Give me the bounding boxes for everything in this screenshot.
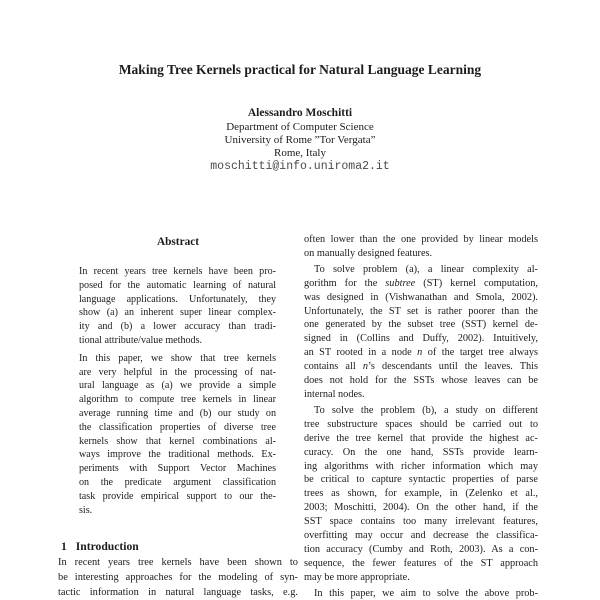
text-line: kernels show that kernel combinations al-	[79, 435, 276, 447]
paragraph	[304, 587, 538, 600]
paper-title: Making Tree Kernels practical for Natural Language Learning	[118, 62, 482, 77]
text-line: on the predicate argument classification	[79, 476, 276, 488]
text-line: show (a) an inherent super linear complex-	[79, 307, 276, 319]
text-line: trees as shown, for example, in (Zelenko et al.,	[304, 488, 538, 500]
text-line: gorithm for the subtree (ST) kernel computation,	[304, 277, 538, 289]
abstract-heading: Abstract	[156, 236, 200, 248]
section-title: Introduction	[75, 540, 139, 553]
section-heading-introduction	[61, 540, 139, 553]
text-line: on manually designed features.	[304, 247, 433, 259]
right-column	[304, 233, 538, 600]
text-line: derive the tree kernel that provide the highest ac-	[304, 432, 538, 444]
text-line: In recent years tree kernels have been pro-	[79, 266, 276, 277]
paragraph	[79, 265, 276, 348]
text-line: To solve the problem (b), a study on different	[314, 404, 538, 416]
text-line: Rome, Italy	[274, 146, 326, 159]
text-line: posed for the automatic learning of natural	[79, 279, 276, 291]
text-line: does not hold for the SSTs whose leaves can be	[304, 375, 538, 387]
text-line: algorithm to compute tree kernels in linear	[79, 394, 276, 406]
text-line: In this paper, we show that tree kernels	[79, 352, 276, 364]
text-line: sis.	[79, 504, 93, 516]
text-line: internal nodes.	[304, 388, 365, 400]
text-line: signed in (Collins and Duffy, 2002). Intuitively,	[304, 333, 538, 345]
text-line: In recent years tree kernels have been shown to	[58, 557, 298, 568]
text-line: curacy. On the one hand, SSTs provide learn-	[304, 446, 538, 458]
author-email: moschitti@info.uniroma2.it	[210, 159, 390, 173]
text-line: language applications. Unfortunately, they	[79, 293, 276, 305]
text-line: was designed in (Vishwanathan and Smola, 2002).	[304, 291, 538, 303]
text-line: an ST rooted in a node n of the target tree always	[304, 347, 538, 359]
paragraph	[304, 263, 538, 402]
text-line: tree substructure spaces should be carried out to	[304, 418, 538, 430]
text-line: In this paper, we aim to solve the above prob-	[314, 587, 538, 599]
text-line: be critical to capture syntactic properties of parse	[304, 474, 538, 486]
text-line: tion accuracy (Cumby and Roth, 2003). As a con-	[304, 543, 538, 555]
text-line: ural language as (a) we provide a simple	[79, 380, 276, 392]
text-line: 2003; Moschitti, 2004). On the other hand, if the	[304, 502, 538, 514]
text-line: ways improve the traditional methods. Ex-	[79, 449, 276, 461]
left-column	[58, 0, 298, 600]
text-line: average running time and (b) our study on	[79, 407, 276, 419]
text-line: ing algorithms with richer information which may	[304, 460, 538, 472]
section-number: 1	[61, 540, 67, 553]
abstract-body	[79, 265, 276, 517]
text-line: contains all n’s descendants until the leaves. This	[304, 361, 538, 373]
text-line: tactic information in natural language tasks, e.g.	[58, 587, 298, 598]
text-line: SST space contains too many irrelevant features,	[304, 516, 538, 528]
text-line: periments with Support Vector Machines	[79, 463, 276, 475]
text-line: ity and (b) a lower accuracy than tradi-	[79, 321, 276, 333]
author-name: Alessandro Moschitti	[247, 107, 353, 119]
text-line: Department of Computer Science	[226, 120, 374, 133]
text-line: are very helpful in the processing of nat-	[79, 366, 276, 378]
paragraph	[304, 404, 538, 585]
text-line: To solve problem (a), a linear complexity al-	[314, 263, 538, 275]
paragraph	[58, 555, 298, 600]
paragraph	[79, 352, 276, 518]
introduction-body	[58, 555, 298, 600]
text-line: tional attribute/value methods.	[79, 334, 203, 346]
text-line: sequence, the fewer features of the ST approach	[304, 557, 538, 569]
text-line: overfitting may occur and decrease the classifica-	[304, 530, 538, 542]
text-line: task provide empirical support to our the-	[79, 490, 276, 502]
text-line: one generated by the subset tree (SST) kernel de-	[304, 319, 538, 331]
text-line: the classification properties of diverse tree	[79, 421, 276, 433]
text-line: University of Rome ”Tor Vergata”	[224, 133, 376, 146]
text-line: may be more appropriate.	[304, 571, 410, 583]
text-line: Unfortunately, the ST set is rather poorer than the	[304, 305, 538, 317]
text-line: often lower than the one provided by linear models	[304, 234, 538, 245]
text-line: be interesting approaches for the modeling of syn-	[58, 572, 298, 583]
paragraph	[304, 233, 538, 261]
